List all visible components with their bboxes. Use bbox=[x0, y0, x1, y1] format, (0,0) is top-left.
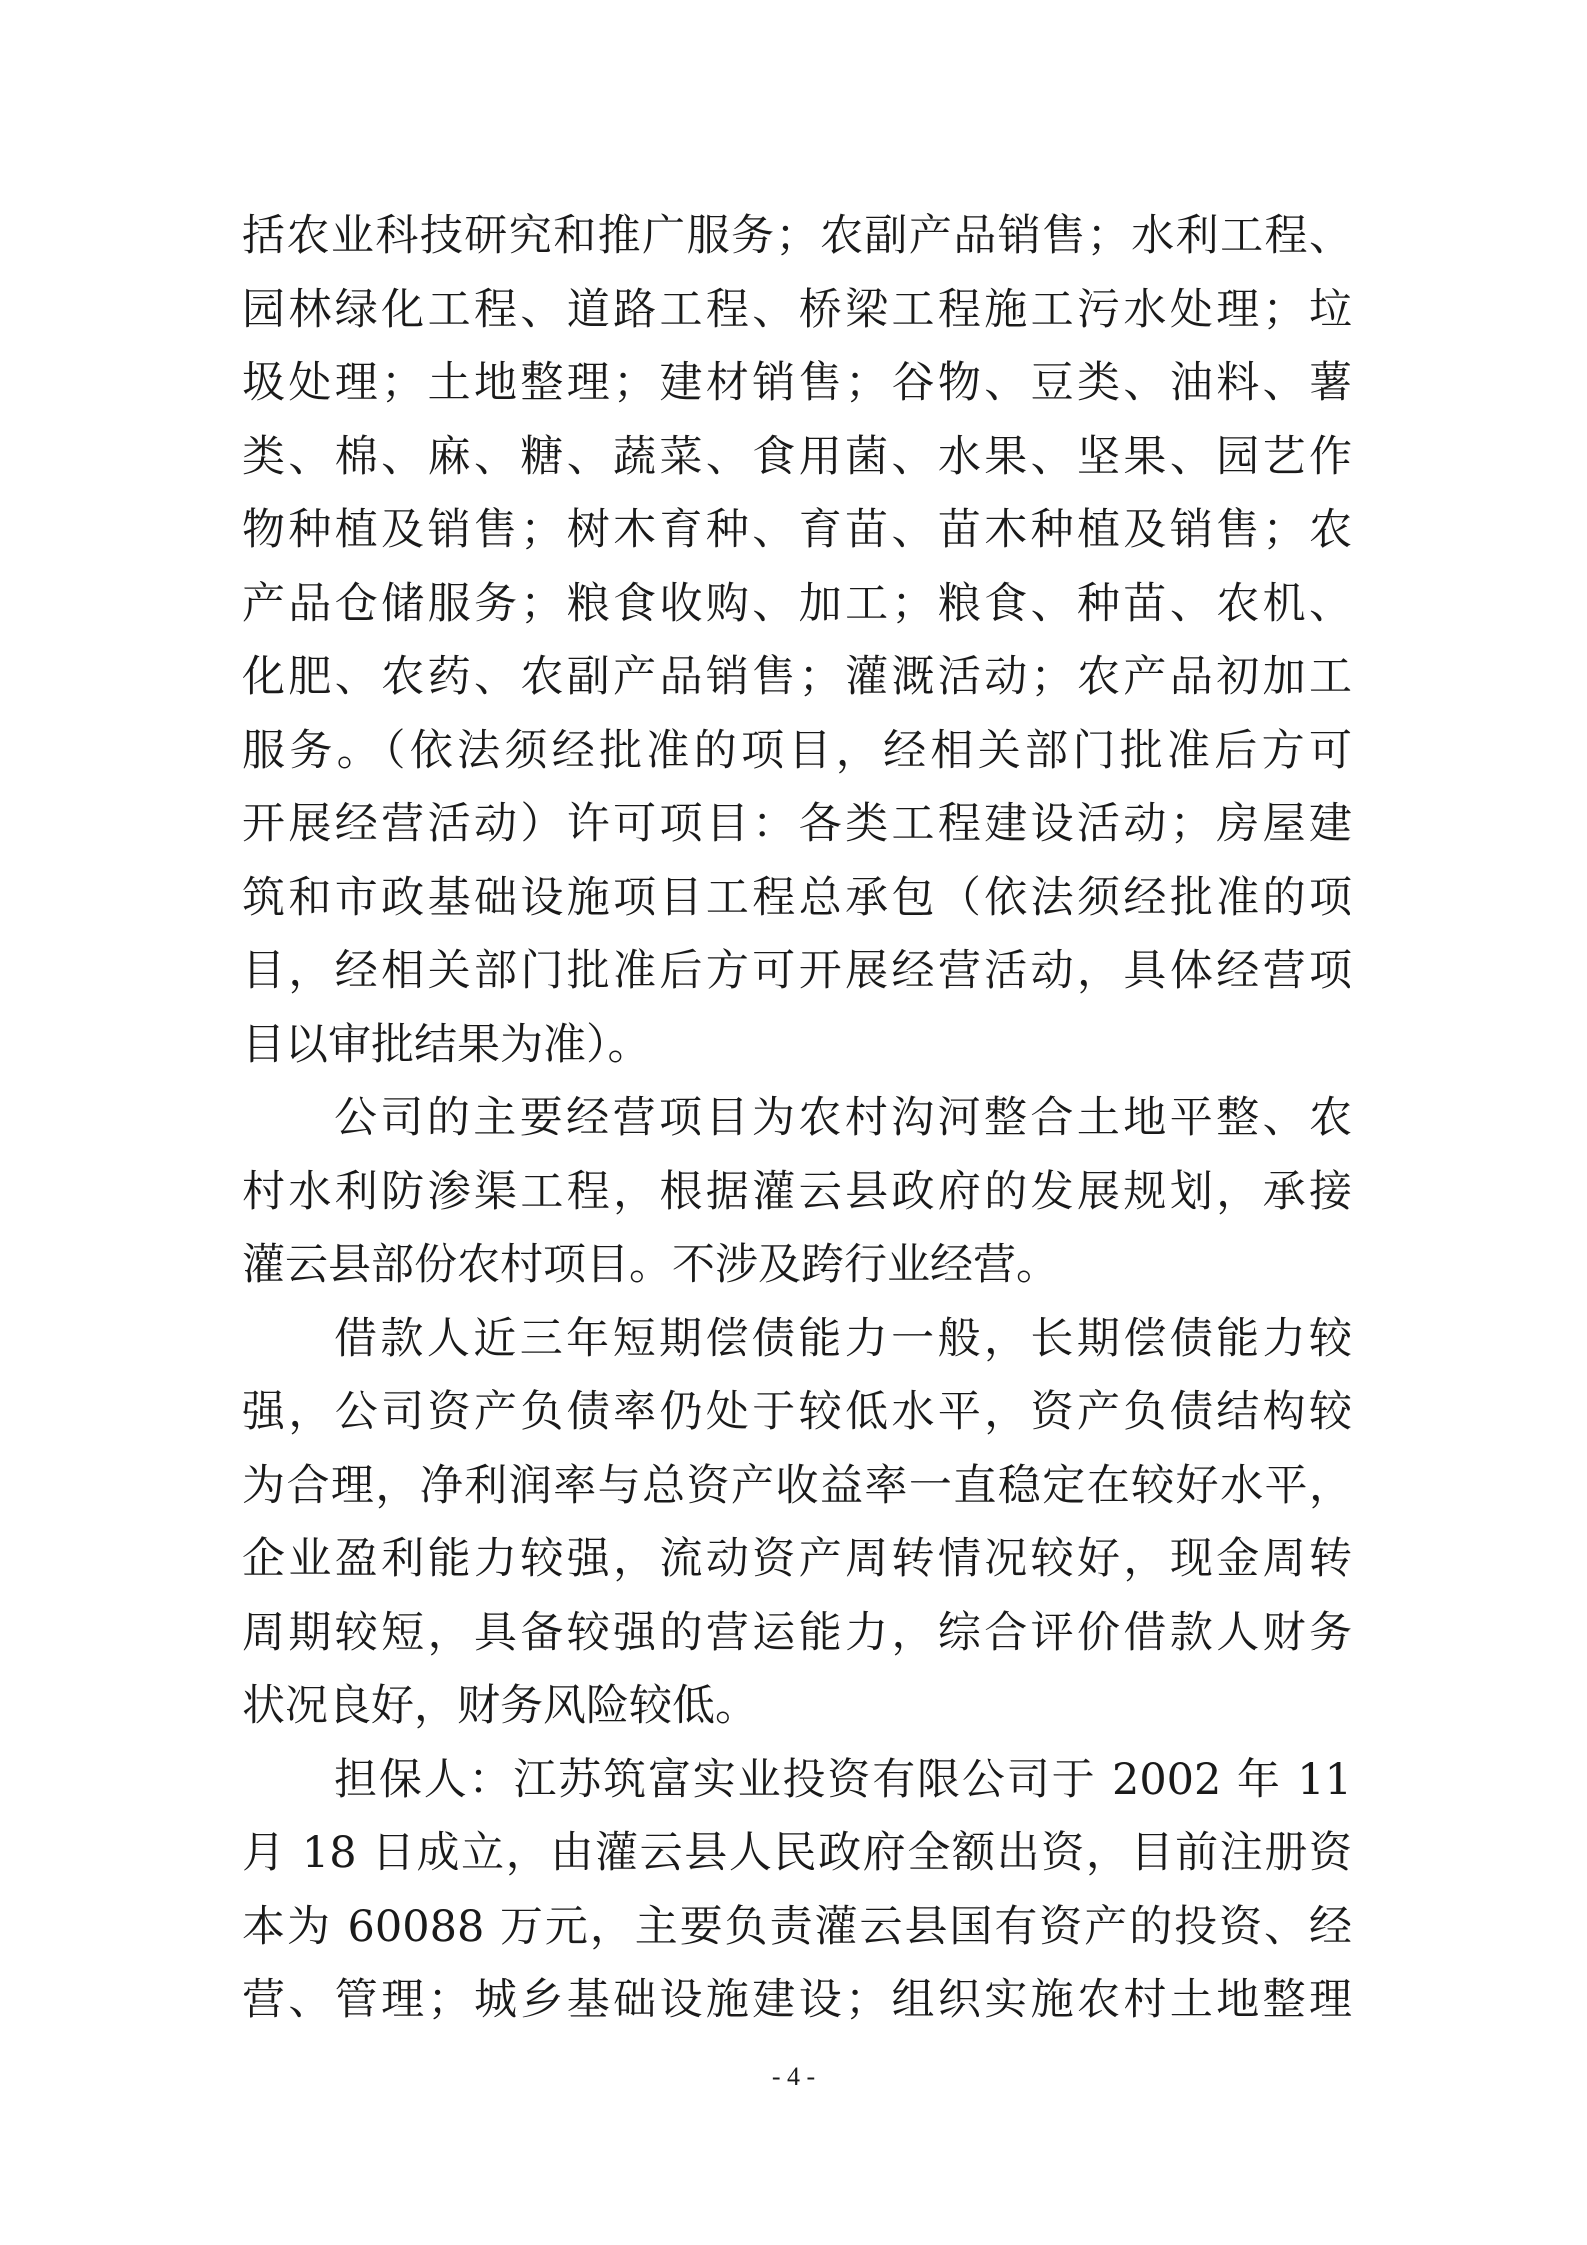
text-line: 周期较短，具备较强的营运能力，综合评价借款人财务 bbox=[242, 1607, 1352, 1658]
text-line: 括农业科技研究和推广服务；农副产品销售；水利工程、 bbox=[242, 211, 1352, 261]
page-number: - 4 - bbox=[771, 2062, 816, 2091]
text-line: 担保人：江苏筑富实业投资有限公司于 2002 年 11 bbox=[334, 1754, 1352, 1805]
text-line: 状况良好，财务风险较低。 bbox=[242, 1681, 758, 1731]
text-line: 服务。（依法须经批准的项目，经相关部门批准后方可 bbox=[242, 725, 1352, 776]
text-line: 借款人近三年短期偿债能力一般，长期偿债能力较 bbox=[334, 1313, 1352, 1364]
text-line: 强，公司资产负债率仍处于较低水平，资产负债结构较 bbox=[242, 1387, 1352, 1437]
text-line: 筑和市政基础设施项目工程总承包（依法须经批准的项 bbox=[242, 872, 1352, 923]
text-line: 公司的主要经营项目为农村沟河整合土地平整、农 bbox=[334, 1093, 1352, 1143]
text-line: 灌云县部份农村项目。不涉及跨行业经营。 bbox=[242, 1240, 1059, 1290]
text-line: 月 18 日成立，由灌云县人民政府全额出资，目前注册资 bbox=[242, 1828, 1352, 1878]
body-text bbox=[242, 200, 1352, 2038]
text-line: 营、管理；城乡基础设施建设；组织实施农村土地整理 bbox=[242, 1975, 1352, 2025]
text-line: 开展经营活动）许可项目：各类工程建设活动；房屋建 bbox=[242, 799, 1352, 849]
text-line: 圾处理；土地整理；建材销售；谷物、豆类、油料、薯 bbox=[242, 358, 1352, 408]
text-line: 目以审批结果为准）。 bbox=[242, 1019, 651, 1070]
text-line: 物种植及销售；树木育种、育苗、苗木种植及销售；农 bbox=[242, 505, 1352, 555]
text-line: 类、棉、麻、糖、蔬菜、食用菌、水果、坚果、园艺作 bbox=[242, 431, 1352, 482]
text-line: 企业盈利能力较强，流动资产周转情况较好，现金周转 bbox=[242, 1534, 1352, 1584]
text-line: 化肥、农药、农副产品销售；灌溉活动；农产品初加工 bbox=[242, 652, 1352, 702]
text-line: 园林绿化工程、道路工程、桥梁工程施工污水处理；垃 bbox=[242, 284, 1352, 335]
text-line: 村水利防渗渠工程，根据灌云县政府的发展规划，承接 bbox=[242, 1166, 1352, 1217]
text-line: 产品仓储服务；粮食收购、加工；粮食、种苗、农机、 bbox=[242, 578, 1352, 629]
text-line: 本为 60088 万元，主要负责灌云县国有资产的投资、经 bbox=[242, 1901, 1352, 1952]
text-line: 目，经相关部门批准后方可开展经营活动，具体经营项 bbox=[242, 946, 1352, 996]
text-line: 为合理，净利润率与总资产收益率一直稳定在较好水平， bbox=[242, 1460, 1352, 1511]
